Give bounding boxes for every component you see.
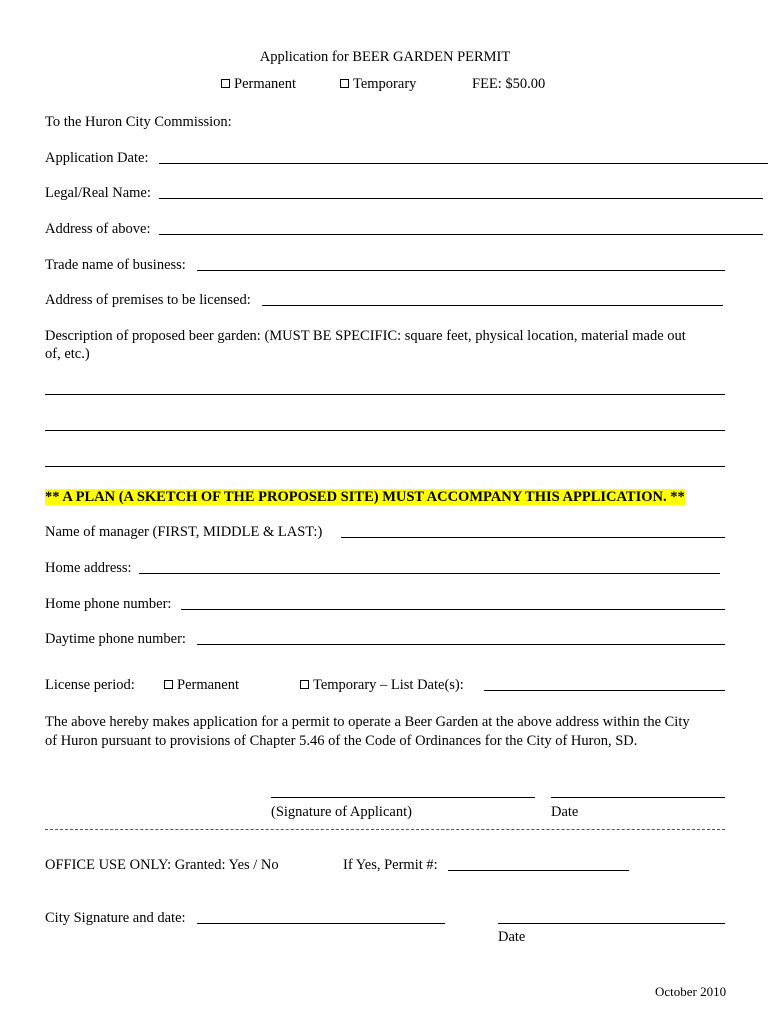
sketch-notice-wrapper (45, 488, 685, 506)
home-address-field (45, 559, 132, 577)
address-above-label: Address of above: (45, 221, 151, 237)
permit-type-permanent (221, 75, 296, 93)
statement-line-2: of Huron pursuant to provisions of Chapter 5.46 of the Code of Ordinances for the City of Huron, SD. (45, 733, 638, 749)
daytime-phone-input[interactable] (197, 644, 725, 645)
legal-name-label: Legal/Real Name: (45, 185, 151, 201)
addressee: To the Huron City Commission: (45, 114, 232, 130)
form-title: Application for BEER GARDEN PERMIT (259, 49, 511, 65)
temporary-label: Temporary (353, 76, 417, 92)
home-address-label: Home address: (45, 560, 132, 576)
trade-name-label: Trade name of business: (45, 257, 186, 273)
city-date-input[interactable] (498, 923, 725, 924)
description-line-3[interactable] (45, 466, 725, 467)
application-date-input[interactable] (159, 163, 768, 164)
applicant-signature-input[interactable] (271, 797, 535, 798)
home-phone-field (45, 595, 171, 613)
fee-label: FEE: $50.00 (472, 76, 546, 92)
permanent-label: Permanent (234, 76, 297, 92)
applicant-date-label: Date (551, 804, 579, 820)
description-line-2[interactable] (45, 430, 725, 431)
application-date-label: Application Date: (45, 150, 149, 166)
permit-number-label: If Yes, Permit #: (343, 857, 438, 873)
license-temporary-label: Temporary – List Date(s): (313, 677, 464, 693)
legal-name-field (45, 184, 151, 202)
description-label-1: Description of proposed beer garden: (MUST BE SPECIFIC: square feet, physical location, material made out (45, 328, 686, 344)
license-permanent-label: Permanent (177, 677, 240, 693)
permanent-checkbox[interactable] (221, 79, 230, 88)
license-permanent-checkbox[interactable] (164, 680, 173, 689)
premises-address-label: Address of premises to be licensed: (45, 292, 251, 308)
license-permanent-option (164, 676, 239, 694)
trade-name-input[interactable] (197, 270, 725, 271)
address-above-field (45, 220, 151, 238)
home-address-input[interactable] (139, 573, 720, 574)
revision-date: October 2010 (655, 984, 727, 999)
premises-address-input[interactable] (262, 305, 723, 306)
license-period-label: License period: (45, 677, 135, 693)
permit-number-input[interactable] (448, 870, 629, 871)
license-temporary-option (300, 676, 464, 694)
sketch-notice: ** A PLAN (A SKETCH OF THE PROPOSED SITE) MUST ACCOMPANY THIS APPLICATION. ** (45, 489, 685, 505)
trade-name-field (45, 256, 186, 274)
city-signature-label: City Signature and date: (45, 910, 186, 926)
legal-name-input[interactable] (159, 198, 763, 199)
separator-line (45, 829, 725, 830)
permit-type-temporary (340, 75, 416, 93)
home-phone-label: Home phone number: (45, 596, 172, 612)
city-signature-input[interactable] (197, 923, 445, 924)
office-use-label: OFFICE USE ONLY: Granted: Yes / No (45, 857, 279, 873)
description-line-1[interactable] (45, 394, 725, 395)
applicant-date-input[interactable] (551, 797, 725, 798)
manager-name-field (45, 523, 322, 541)
application-date-field (45, 149, 148, 167)
manager-name-label: Name of manager (FIRST, MIDDLE & LAST:) (45, 524, 323, 540)
home-phone-input[interactable] (181, 609, 725, 610)
applicant-signature-label: (Signature of Applicant) (271, 804, 412, 820)
temporary-checkbox[interactable] (340, 79, 349, 88)
address-above-input[interactable] (159, 234, 763, 235)
premises-address-field (45, 291, 251, 309)
daytime-phone-field (45, 630, 186, 648)
license-dates-input[interactable] (484, 690, 725, 691)
statement-line-1: The above hereby makes application for a permit to operate a Beer Garden at the above address within the City (45, 714, 690, 730)
daytime-phone-label: Daytime phone number: (45, 631, 186, 647)
license-temporary-checkbox[interactable] (300, 680, 309, 689)
manager-name-input[interactable] (341, 537, 725, 538)
description-label-2: of, etc.) (45, 346, 90, 362)
city-date-label: Date (498, 929, 526, 945)
